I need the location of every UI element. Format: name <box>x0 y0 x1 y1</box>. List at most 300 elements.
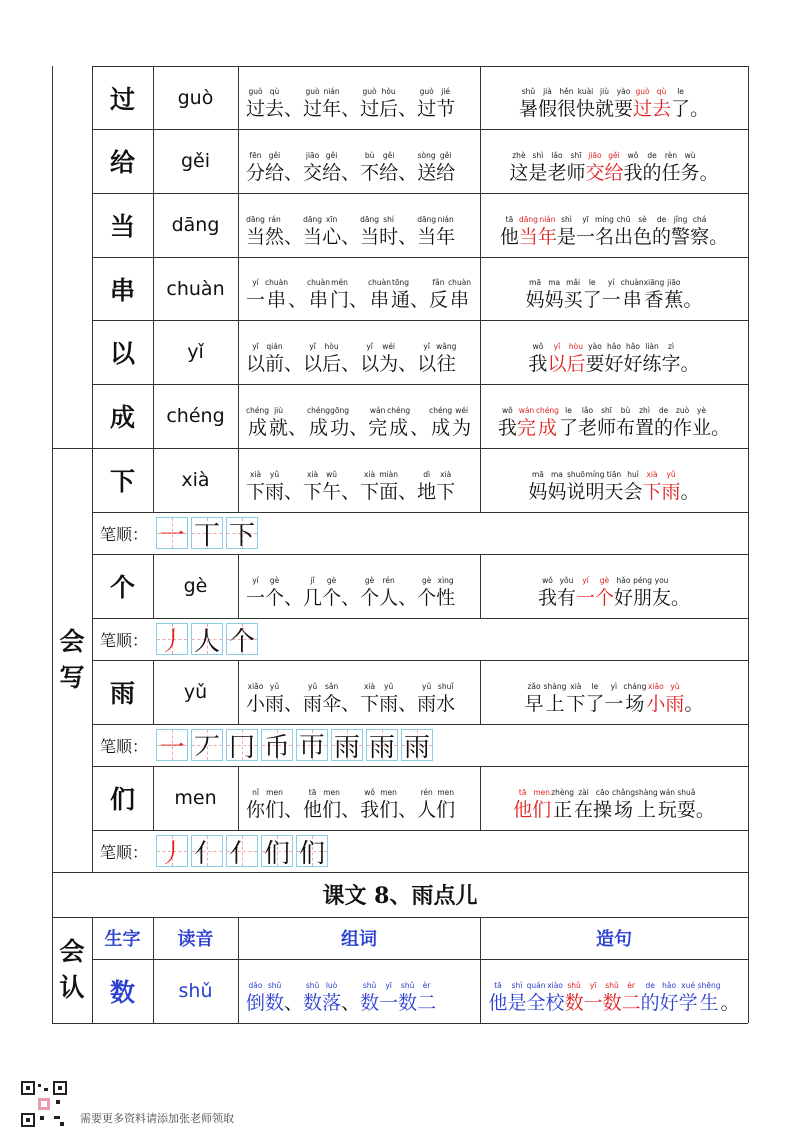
hanzi: 他 <box>488 992 508 1014</box>
stroke-glyph: 雨 <box>333 732 360 763</box>
hanzi: 察 <box>690 226 710 248</box>
word-token <box>379 786 398 821</box>
word-token <box>379 979 398 1014</box>
pinyin: qù <box>656 87 667 96</box>
word-token <box>646 680 665 715</box>
hanzi: 是 <box>528 162 548 184</box>
punctuation: 、 <box>349 417 369 439</box>
grid-line <box>153 917 154 959</box>
pinyin: men <box>323 788 340 797</box>
hanzi: 的 <box>640 992 660 1014</box>
words-cell <box>238 66 480 129</box>
pinyin: wǒ <box>627 151 639 160</box>
punctuation: 、 <box>341 353 361 375</box>
grid-line <box>52 872 748 873</box>
hanzi: 老 <box>577 417 597 439</box>
pinyin: jǐng <box>673 215 688 224</box>
pinyin: gè <box>599 576 610 585</box>
word-token <box>576 85 595 120</box>
hanzi: 后 <box>322 353 342 375</box>
hanzi: 有 <box>556 587 576 609</box>
grid-line <box>92 320 748 321</box>
word-token <box>500 213 519 248</box>
pinyin-cell: men <box>174 787 217 809</box>
stroke-order-label: 笔顺： <box>100 630 149 650</box>
grid-line <box>153 320 154 384</box>
word-token <box>602 276 621 311</box>
stroke-box <box>226 517 258 549</box>
word-token <box>303 213 322 248</box>
word-token <box>566 468 585 503</box>
word-token <box>417 574 436 609</box>
hanzi: 妈 <box>525 289 545 311</box>
hanzi: 过 <box>633 98 653 120</box>
grid-line <box>480 193 481 257</box>
word-token <box>448 276 471 311</box>
word-token <box>322 574 341 609</box>
pinyin: hòu <box>381 87 396 96</box>
pinyin: gè <box>326 576 337 585</box>
word-token <box>597 404 616 439</box>
punctuation: 、 <box>398 98 418 120</box>
grid-line <box>153 959 154 1023</box>
word-token <box>398 979 417 1014</box>
pinyin: fēn <box>249 151 262 160</box>
grid-line <box>92 448 748 449</box>
pinyin: míng <box>595 215 614 224</box>
hanzi: 早 <box>524 693 544 715</box>
pinyin: zhè <box>512 151 526 160</box>
word-token <box>322 786 341 821</box>
pinyin: yǐ <box>553 342 561 351</box>
hanzi: 心 <box>322 226 342 248</box>
stroke-order-label: 笔顺： <box>100 736 149 756</box>
hanzi: 就 <box>594 98 614 120</box>
header-pinyin: 读音 <box>177 929 214 950</box>
punctuation: 、 <box>288 289 308 311</box>
hanzi: 下 <box>303 481 323 503</box>
word-token <box>654 404 673 439</box>
lesson-title: 课文 8、雨点儿 <box>322 883 478 909</box>
hanzi: 一 <box>601 289 621 311</box>
word-token <box>614 213 633 248</box>
hanzi: 快 <box>575 98 595 120</box>
pinyin: zài <box>578 788 589 797</box>
hanzi: 是 <box>556 226 576 248</box>
hanzi: 功 <box>330 417 350 439</box>
punctuation: 、 <box>341 98 361 120</box>
hanzi: 下 <box>642 481 662 503</box>
hanzi: 交 <box>585 162 605 184</box>
word-token <box>604 468 623 503</box>
pinyin: kuài <box>577 87 594 96</box>
pinyin: tōng <box>392 278 410 287</box>
stroke-order-row <box>92 512 748 554</box>
hanzi: 字 <box>661 353 681 375</box>
pinyin: gěi <box>325 151 338 160</box>
word-token <box>671 213 690 248</box>
stroke-box <box>366 729 398 761</box>
hanzi: 生 <box>699 992 719 1014</box>
pinyin: yào <box>588 342 602 351</box>
hanzi: 年 <box>322 98 342 120</box>
hanzi: 下 <box>566 693 586 715</box>
grid-line <box>238 320 239 384</box>
pinyin: cāo <box>595 788 610 797</box>
hanzi: 给 <box>322 162 342 184</box>
hanzi: 天 <box>604 481 624 503</box>
pinyin: yǔ <box>307 682 318 691</box>
stroke-box <box>226 835 258 867</box>
pinyin: yī <box>385 981 392 990</box>
word-token <box>566 149 585 184</box>
hanzi: 买 <box>563 289 583 311</box>
pinyin: hǎo <box>607 342 621 351</box>
word-token <box>603 979 622 1014</box>
punctuation: 、 <box>284 587 304 609</box>
pinyin: tiān <box>606 470 622 479</box>
word-token <box>528 149 547 184</box>
word-token <box>368 404 387 439</box>
hanzi: 后 <box>566 353 586 375</box>
word-token <box>519 213 538 248</box>
word-token <box>265 680 284 715</box>
hanzi: 正 <box>553 799 573 821</box>
word-token <box>303 85 322 120</box>
hanzi: 分 <box>246 162 266 184</box>
hanzi: 的 <box>642 162 662 184</box>
stroke-glyph: 雨 <box>368 732 395 763</box>
hanzi: 给 <box>379 162 399 184</box>
word-token <box>532 786 551 821</box>
stroke-glyph: 人 <box>193 626 220 657</box>
hanzi: 们 <box>322 799 342 821</box>
pinyin: mā <box>531 470 544 479</box>
pinyin: nián <box>539 215 556 224</box>
hanzi: 一 <box>246 289 266 311</box>
grid-line <box>480 320 481 384</box>
hanzi: 场 <box>614 799 634 821</box>
word-token <box>536 404 559 439</box>
punctuation: 、 <box>284 162 304 184</box>
pinyin: dāng <box>417 215 437 224</box>
pinyin: qù <box>269 87 280 96</box>
word-token <box>322 213 341 248</box>
word-token <box>322 468 341 503</box>
pinyin: shàng <box>543 682 567 691</box>
word-token <box>368 276 391 311</box>
pinyin: chuàn <box>307 278 330 287</box>
pinyin: èr <box>627 981 635 990</box>
words-cell <box>238 660 480 724</box>
pinyin: wǎng <box>436 342 457 351</box>
grid-line <box>238 959 239 1023</box>
pinyin: wán <box>518 406 535 415</box>
pinyin: ma <box>550 470 563 479</box>
pinyin: xìng <box>437 576 454 585</box>
pinyin: shì <box>532 151 544 160</box>
word-token <box>621 276 644 311</box>
pinyin: liàn <box>645 342 659 351</box>
stroke-glyph: 一 <box>158 732 185 763</box>
word-token <box>246 213 265 248</box>
word-token <box>547 149 566 184</box>
pinyin: shǔ <box>305 981 320 990</box>
pinyin: de <box>645 981 655 990</box>
hanzi: 地 <box>417 481 437 503</box>
hanzi: 一 <box>583 992 603 1014</box>
stroke-glyph: 币 <box>263 732 290 763</box>
word-token <box>652 213 671 248</box>
stroke-glyph: 丅 <box>193 520 220 551</box>
word-token <box>379 468 398 503</box>
stroke-glyph: 亻 <box>228 838 255 869</box>
word-token <box>527 979 546 1014</box>
pinyin: tā <box>494 981 502 990</box>
pinyin: xià <box>364 682 376 691</box>
pinyin: guò <box>635 87 650 96</box>
hanzi: 一 <box>575 587 595 609</box>
hanzi: 明 <box>585 481 605 503</box>
pinyin: yǒu <box>559 576 574 585</box>
word-token <box>387 404 410 439</box>
word-token <box>679 979 698 1014</box>
word-token <box>269 404 288 439</box>
words-cell <box>238 384 480 448</box>
stroke-box <box>156 517 188 549</box>
hanzi: 雨 <box>303 693 323 715</box>
pinyin: men <box>380 788 397 797</box>
pinyin: le <box>677 87 684 96</box>
hanzi: 成 <box>431 417 451 439</box>
footer-note: 需要更多资料请添加张老师领取 <box>80 1112 234 1125</box>
hanzi: 我 <box>497 417 517 439</box>
char-cell: 给 <box>109 148 135 177</box>
hanzi: 你 <box>246 799 266 821</box>
pinyin: gěi <box>439 151 452 160</box>
word-token <box>265 213 284 248</box>
punctuation: 。 <box>699 162 719 184</box>
punctuation: 。 <box>671 587 691 609</box>
word-token <box>417 85 436 120</box>
pinyin: shǔ <box>521 87 536 96</box>
pinyin: gěi <box>608 151 620 160</box>
word-token <box>622 979 641 1014</box>
hanzi: 的 <box>652 226 672 248</box>
word-token <box>417 213 436 248</box>
pinyin: shī <box>601 406 612 415</box>
hanzi: 就 <box>269 417 289 439</box>
word-token <box>322 149 341 184</box>
word-token <box>360 340 379 375</box>
hanzi: 一 <box>246 587 266 609</box>
hanzi: 会 <box>623 481 643 503</box>
pinyin: ma <box>548 278 561 287</box>
word-token <box>436 468 455 503</box>
word-token <box>604 340 623 375</box>
word-token <box>417 149 436 184</box>
pinyin: tā <box>518 788 527 797</box>
punctuation: 、 <box>284 693 304 715</box>
hanzi: 给 <box>436 162 456 184</box>
hanzi: 们 <box>265 799 285 821</box>
pinyin: hǎo <box>616 576 631 585</box>
hanzi: 雨 <box>661 481 681 503</box>
pinyin: jiāo <box>588 151 602 160</box>
pinyin: gěi <box>382 151 395 160</box>
pinyin: jiāo <box>667 278 681 287</box>
stroke-box <box>296 835 328 867</box>
grid-line <box>480 766 481 830</box>
sentence-cell <box>480 193 748 257</box>
pinyin: gè <box>421 576 432 585</box>
hanzi: 下 <box>360 481 380 503</box>
grid-line <box>748 66 749 1023</box>
pinyin: zuò <box>675 406 690 415</box>
pinyin: xiǎo <box>648 682 664 691</box>
pinyin: yào <box>616 87 631 96</box>
pinyin: yǔ <box>269 682 280 691</box>
hanzi: 是 <box>507 992 527 1014</box>
pinyin: dāng <box>360 215 380 224</box>
punctuation: 、 <box>398 226 418 248</box>
punctuation: 、 <box>398 162 418 184</box>
words-cell <box>238 320 480 384</box>
hanzi: 数 <box>303 992 323 1014</box>
pinyin-cell: chéng <box>166 405 225 427</box>
pinyin: yǐ <box>423 342 430 351</box>
hanzi: 下 <box>246 481 266 503</box>
hanzi: 校 <box>545 992 565 1014</box>
stroke-box <box>156 729 188 761</box>
hanzi: 面 <box>379 481 399 503</box>
word-token <box>307 276 330 311</box>
word-token <box>538 85 557 120</box>
word-token <box>322 680 341 715</box>
punctuation: 、 <box>341 162 361 184</box>
stroke-box <box>296 729 328 761</box>
pinyin: gè <box>364 576 375 585</box>
word-token <box>322 979 341 1014</box>
word-token <box>557 85 576 120</box>
pinyin: shī <box>570 151 582 160</box>
pinyin: chéng <box>387 406 411 415</box>
sentence-cell <box>480 448 748 512</box>
pinyin: chū <box>616 215 631 224</box>
pinyin: gōng <box>330 406 349 415</box>
word-token <box>379 574 398 609</box>
pinyin: le <box>591 682 599 691</box>
word-token <box>690 213 709 248</box>
stroke-glyph: 冂 <box>228 732 255 763</box>
hanzi: 任 <box>661 162 681 184</box>
word-token <box>360 213 379 248</box>
pinyin: yì <box>610 682 618 691</box>
word-token <box>538 574 557 609</box>
punctuation: 、 <box>288 417 308 439</box>
pinyin-cell: chuàn <box>166 277 225 300</box>
char-cell: 过 <box>109 84 135 114</box>
stroke-glyph: 一 <box>158 520 185 551</box>
word-token <box>265 85 284 120</box>
hanzi: 以 <box>417 353 437 375</box>
word-token <box>265 340 284 375</box>
word-token <box>508 979 527 1014</box>
hanzi: 以 <box>303 353 323 375</box>
word-token <box>583 276 602 311</box>
hanzi: 很 <box>556 98 576 120</box>
hanzi: 成 <box>309 417 329 439</box>
word-token <box>564 276 583 311</box>
word-token <box>633 85 652 120</box>
word-token <box>265 786 284 821</box>
word-token <box>379 680 398 715</box>
hanzi: 当 <box>360 226 380 248</box>
read-section-label <box>52 917 92 1023</box>
word-token <box>360 468 379 503</box>
stroke-glyph: 亻 <box>193 838 220 869</box>
punctuation: 、 <box>341 693 361 715</box>
pinyin: nián <box>323 87 340 96</box>
hanzi: 去 <box>652 98 672 120</box>
section-label-char: 会 <box>59 627 85 656</box>
stroke-order-label: 笔顺： <box>100 842 149 862</box>
grid-line <box>238 257 239 320</box>
pinyin: péng <box>633 576 652 585</box>
grid-line <box>153 660 154 724</box>
pinyin: xià <box>306 470 319 479</box>
word-token <box>360 979 379 1014</box>
grid-line <box>52 66 53 1023</box>
hanzi: 门 <box>330 289 350 311</box>
word-token <box>662 468 681 503</box>
pinyin: zhì <box>639 406 650 415</box>
pinyin: xià <box>646 470 658 479</box>
pinyin: sòng <box>417 151 436 160</box>
pinyin: xué <box>681 981 696 990</box>
pinyin: zì <box>668 342 675 351</box>
word-token <box>429 404 452 439</box>
grid-line <box>92 193 748 194</box>
punctuation: 、 <box>398 693 418 715</box>
word-token <box>246 149 265 184</box>
word-token <box>379 340 398 375</box>
pinyin: yǐ <box>309 342 316 351</box>
char-cell: 当 <box>109 212 135 241</box>
hanzi: 好 <box>623 353 643 375</box>
pinyin: dāng <box>303 215 322 224</box>
word-token <box>417 979 436 1014</box>
write-section-label <box>52 448 92 872</box>
qr-code <box>20 1080 68 1128</box>
punctuation: 、 <box>284 992 304 1014</box>
word-token <box>307 404 330 439</box>
word-token <box>303 149 322 184</box>
hanzi: 二 <box>417 992 437 1014</box>
hanzi: 要 <box>614 98 634 120</box>
word-token <box>528 340 547 375</box>
pinyin: chuàn <box>368 278 392 287</box>
hanzi: 老 <box>547 162 567 184</box>
pinyin: hòu <box>324 342 339 351</box>
word-token <box>509 149 528 184</box>
hanzi: 年 <box>436 226 456 248</box>
word-token <box>624 340 643 375</box>
pinyin: jiù <box>274 406 283 415</box>
punctuation: 。 <box>720 992 740 1014</box>
hanzi: 串 <box>622 289 642 311</box>
hanzi: 朋 <box>633 587 653 609</box>
